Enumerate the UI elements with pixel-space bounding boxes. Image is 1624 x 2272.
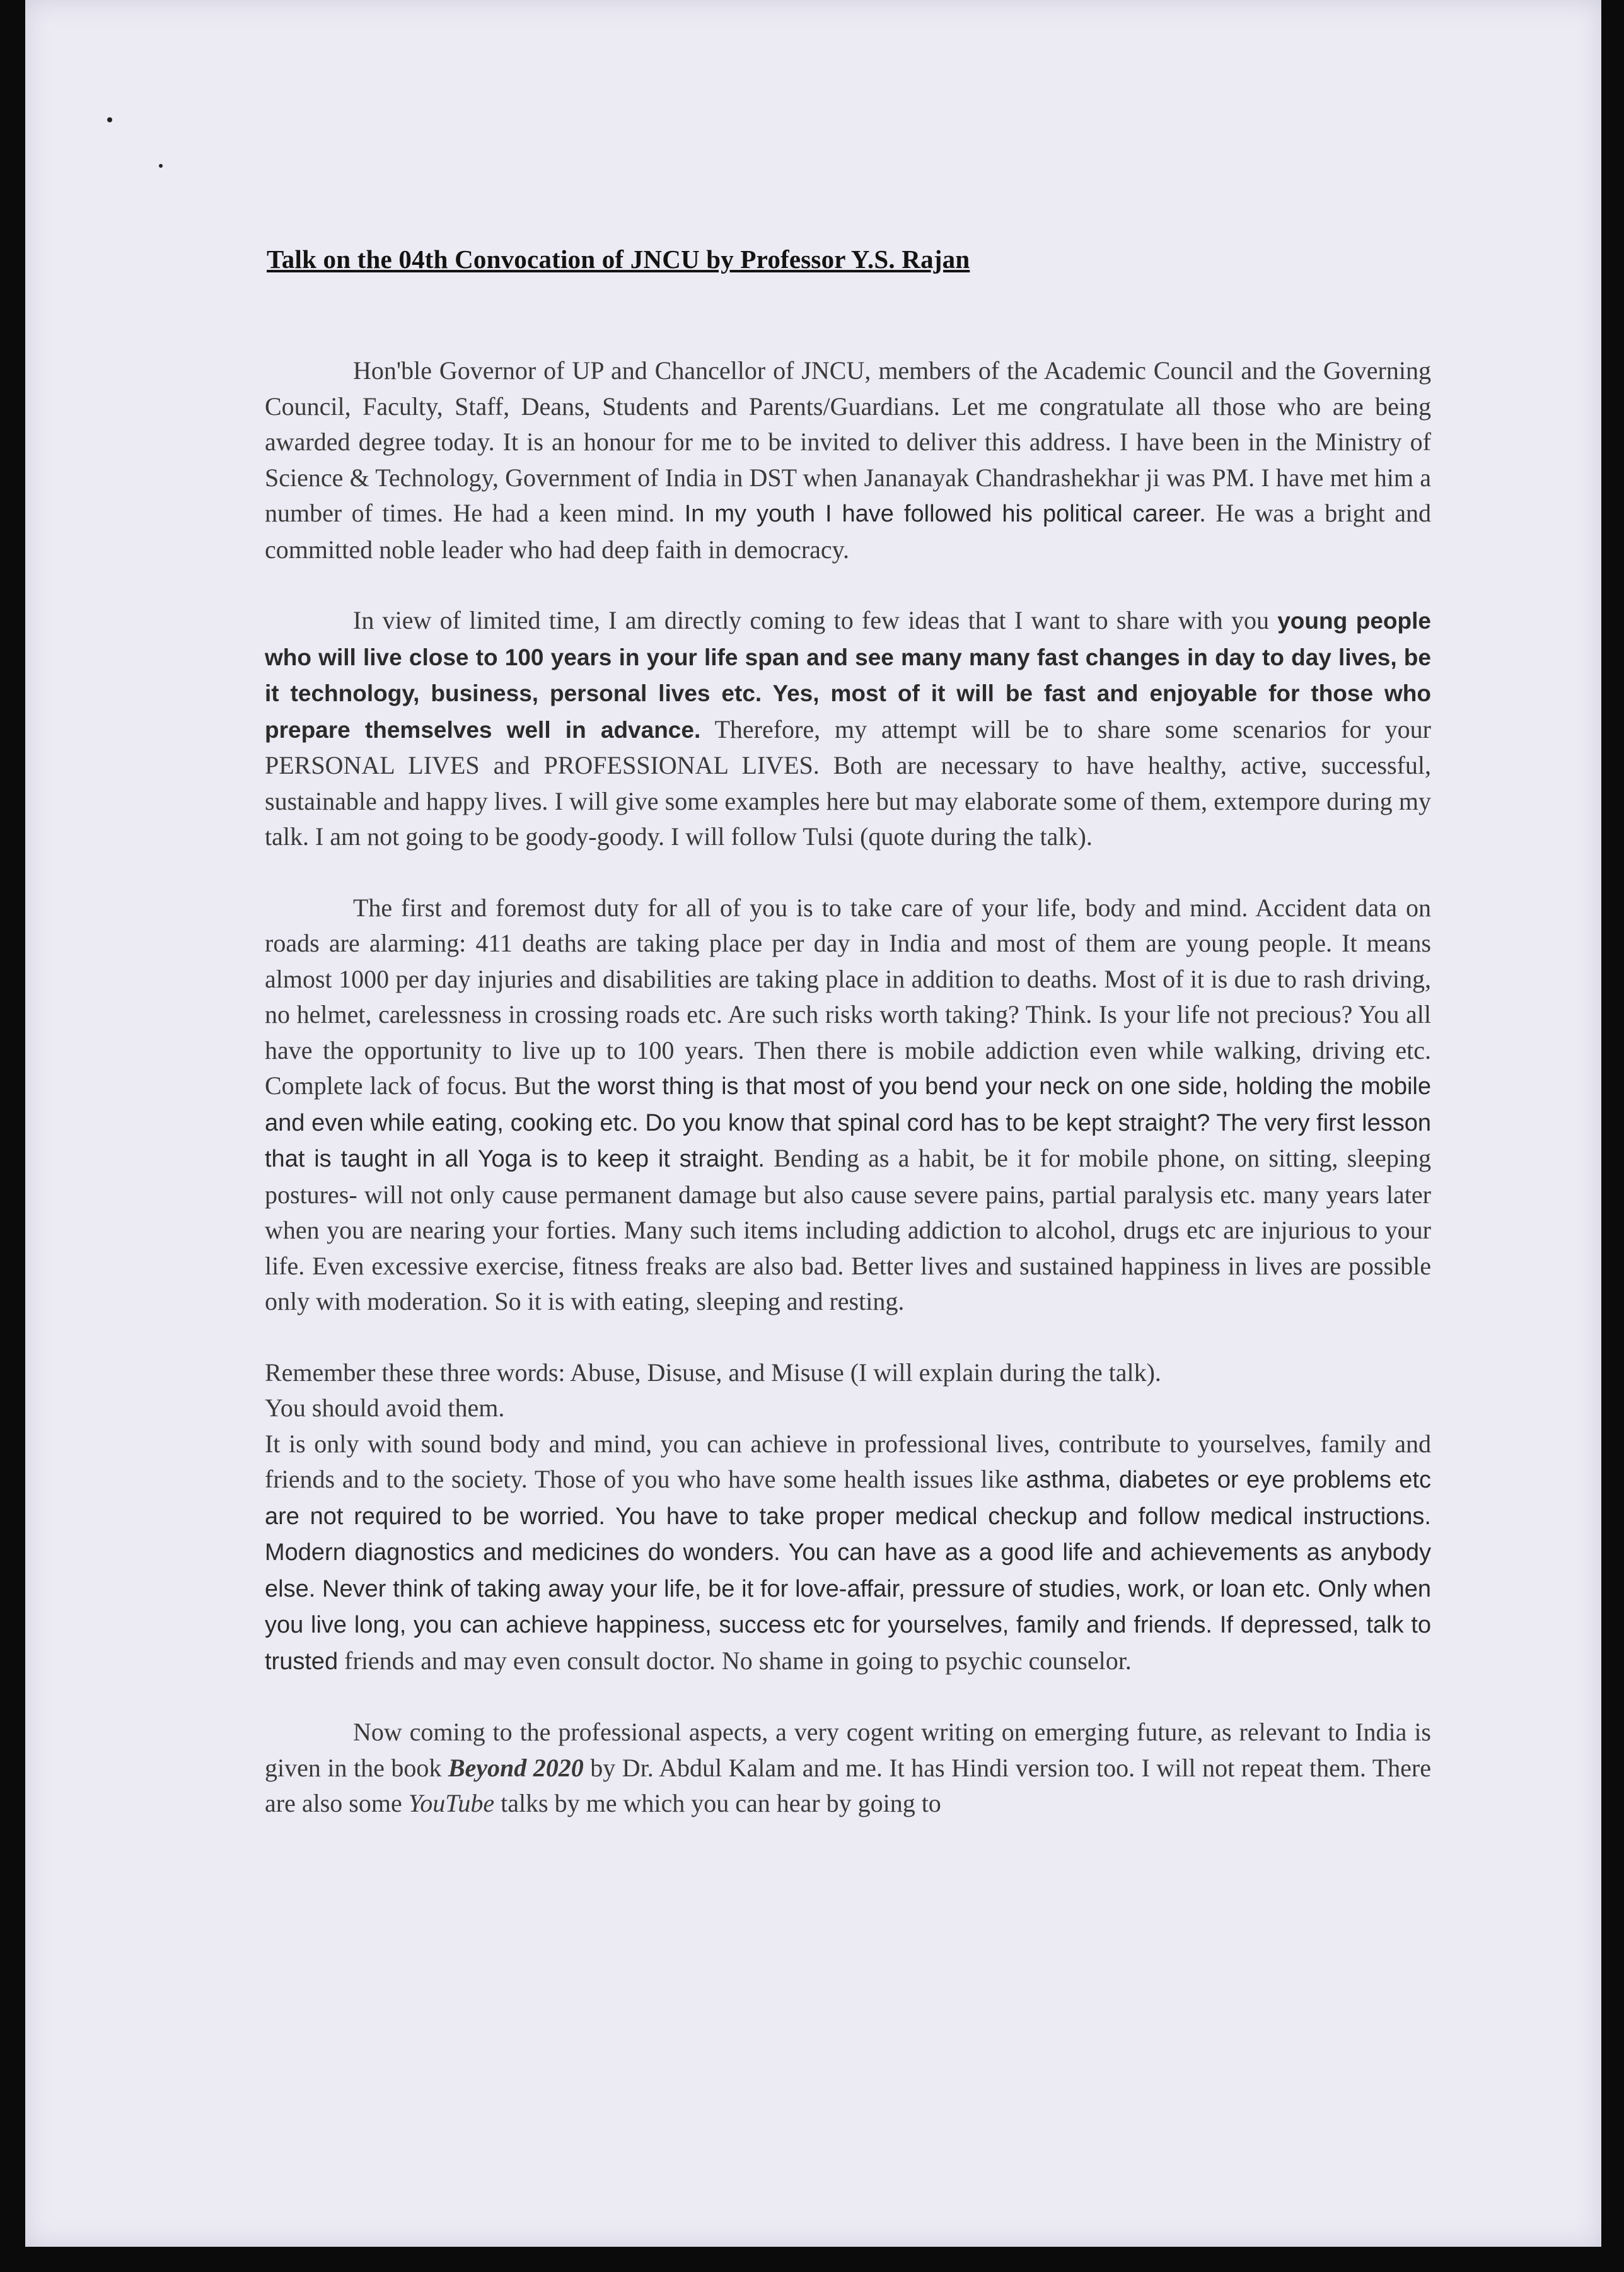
- text-run: talks by me which you can hear by going to: [494, 1789, 941, 1817]
- text-run: by Dr. Abdul Kalam and me. It has Hindi version too. I will not repeat them. There are also some: [265, 1753, 1431, 1817]
- paper-speck: [159, 164, 163, 168]
- document-page: [25, 0, 1601, 2247]
- paragraph-greeting: [265, 353, 1431, 568]
- text-run: friends and may even consult doctor. No shame in going to psychic counselor.: [338, 1646, 1132, 1675]
- text-run: Therefore, my attempt will be to share some scenarios for your PERSONAL LIVES and PROFESSIONAL LIVES. Both are necessary to have healthy, active, successful, sustainable and happy lives. I will give some examples here but may elaborate some of them, extempore during my talk. I am not going to be goody-goody. I will follow Tulsi (quote during the talk).: [265, 714, 1432, 851]
- text-run: It is only with sound body and mind, you can achieve in professional lives, contribute to yourselves, family and friends and to the society. Those of you who have some health issues like: [265, 1429, 1431, 1493]
- youtube-reference: YouTube: [408, 1789, 495, 1817]
- text-run: young people who will live close to 100 years in your life span and see many many fast changes in day to day lives, be it technology, business, personal lives etc. Yes, most of it will be fast and enjoyable for those who prepare themselves well in advance.: [265, 608, 1431, 743]
- text-run: Hon'ble Governor of UP and Chancellor of JNCU, members of the Academic Council and the Governing Council, Faculty, Staff, Deans, Students and Parents/Guardians. Let me congratulate all those who are being awarded degree today. It is an honour for me to be invited to deliver this address. I have been in the Ministry of Science & Technology, Government of India in DST when Jananayak Chandrashekhar ji was PM. I have met him a number of times. He had a keen mind.: [265, 356, 1431, 527]
- text-run: Now coming to the professional aspects, a very cogent writing on emerging future, as relevant to India is given in the book: [265, 1718, 1431, 1782]
- paragraph-avoid: You should avoid them.: [265, 1394, 505, 1422]
- text-run: He was a bright and committed noble leader who had deep faith in democracy.: [265, 499, 1432, 564]
- text-run: asthma, diabetes or eye problems etc are not required to be worried. You have to take proper medical checkup and follow medical instructions. Modern diagnostics and medicines do wonders. You can have as a good life and achievements as anybody else. Never think of taking away your life, be it for love-affair, pressure of studies, work, or loan etc. Only when you live long, you can achieve happiness, success etc for yourselves, family and friends. If depressed, talk to trusted: [265, 1467, 1431, 1675]
- paragraph-sound-body: [265, 1426, 1431, 1680]
- text-run: In my youth I have followed his political career.: [684, 501, 1206, 527]
- document-title: Talk on the 04th Convocation of JNCU by Professor Y.S. Rajan: [267, 245, 970, 274]
- paragraph-ideas: [265, 603, 1431, 855]
- paragraph-health: [265, 890, 1431, 1320]
- paper-speck: [107, 117, 112, 122]
- paragraph-professional: [265, 1715, 1431, 1822]
- document-body: [265, 353, 1431, 1857]
- text-run: the worst thing is that most of you bend your neck on one side, holding the mobile and even while eating, cooking etc. Do you know that spinal cord has to be kept straight? The very first lesson that is taught in all Yoga is to keep it straight.: [265, 1073, 1432, 1172]
- text-run: In view of limited time, I am directly coming to few ideas that I want to share with you: [353, 606, 1278, 634]
- text-run: Bending as a habit, be it for mobile phone, on sitting, sleeping postures- will not only cause permanent damage but also cause severe pains, partial paralysis etc. many years later when you are nearing your forties. Many such items including addiction to alcohol, drugs etc are injurious to your life. Even excessive exercise, fitness freaks are also bad. Better lives and sustained happiness in lives are possible only with moderation. So it is with eating, sleeping and resting.: [265, 1144, 1431, 1315]
- paragraph-three-words: Remember these three words: Abuse, Disuse, and Misuse (I will explain during the talk).: [265, 1358, 1161, 1387]
- book-title: Beyond 2020: [448, 1753, 584, 1782]
- text-run: The first and foremost duty for all of you is to take care of your life, body and mind. Accident data on roads are alarming: 411 deaths are taking place per day in India and most of them are young people. It means almost 1000 per day injuries and disabilities are taking place in addition to deaths. Most of it is due to rash driving, no helmet, carelessness in crossing roads etc. Are such risks worth taking? Think. Is your life not precious? You all have the opportunity to live up to 100 years. Then there is mobile addiction even while walking, driving etc. Complete lack of focus. But: [265, 893, 1431, 1100]
